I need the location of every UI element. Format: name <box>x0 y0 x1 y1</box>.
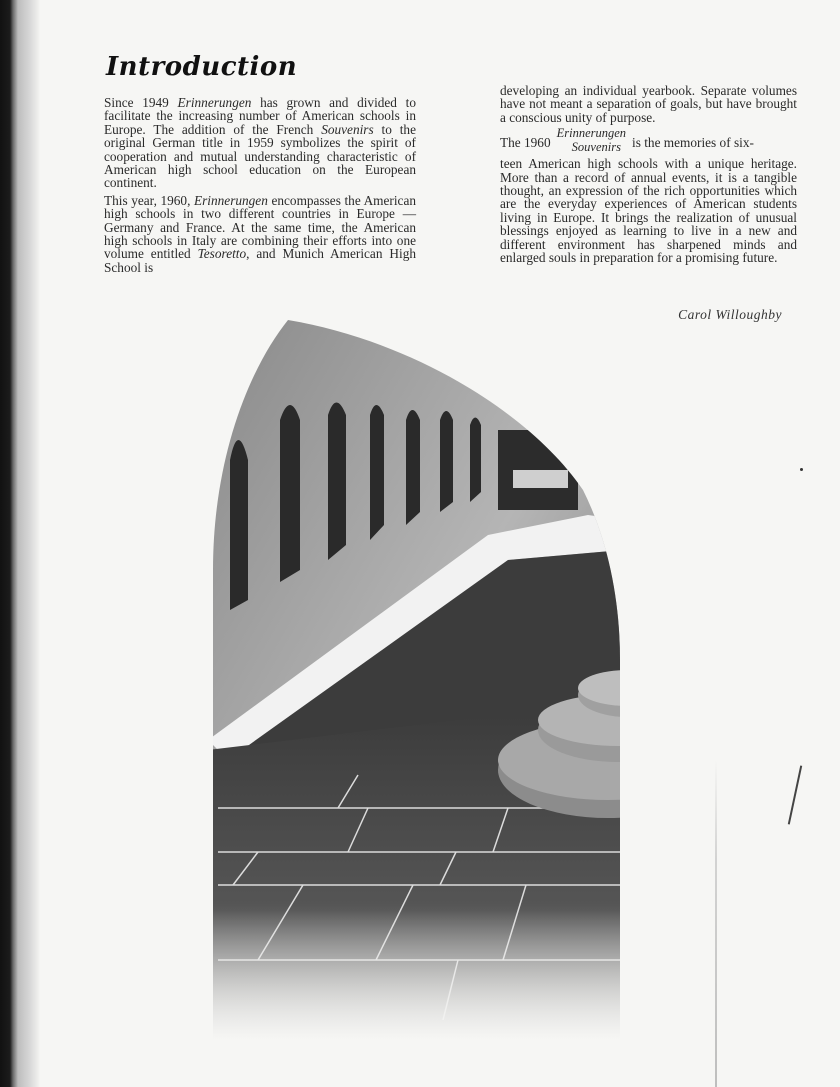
text-run: The 1960 <box>500 134 551 150</box>
text-run: , and Munich American High School is <box>104 246 416 275</box>
yearbook-title-tesoretto: Tesoretto <box>197 246 247 262</box>
pen-mark <box>788 765 802 824</box>
paragraph: developing an individual yearbook. Separate volumes have not meant a separation of goals, but have brought a conscious unity of purpose. <box>500 83 797 125</box>
yearbook-title-erinnerungen: Erinnerungen <box>194 192 268 208</box>
text-run: has grown and divided to facilitate the increasing number of American schools in Europe. The addition of the French <box>104 95 416 137</box>
gothic-arch-staircase-photo <box>208 320 623 1040</box>
yearbook-title-erinnerungen: Erinnerungen <box>177 95 252 110</box>
page-title: Introduction <box>106 52 298 82</box>
book-binding-edge <box>0 0 40 1087</box>
text-run: to the original German title in 1959 symbolizes the spirit of cooperation and mutual understanding characteristic of American high school education on the European continent. <box>104 121 416 191</box>
text-run: encompasses the American high schools in two different countries in Europe — Germany and France. At the same time, the American high schools in Italy are combining their efforts into one volume entitled <box>104 192 416 262</box>
stacked-title-line <box>500 128 797 156</box>
paragraph <box>104 194 416 274</box>
paragraph <box>104 96 416 190</box>
stacked-yearbook-title <box>557 126 626 154</box>
stacked-title-bottom: Souvenirs <box>571 140 621 155</box>
left-column <box>104 96 416 278</box>
yearbook-title-souvenirs: Souvenirs <box>321 121 374 137</box>
paragraph: teen American high schools with a unique heritage. More than a record of annual events, it is a tangible thought, an expression of the rich opportunities which are the everyday experiences of American students living in Europe. It brings the realization of unusual blessings enjoyed as learning to live in a new and different environment has sharpened minds and enlarged souls in preparation for a promising future. <box>500 156 797 266</box>
ink-speck <box>800 468 803 471</box>
text-run: Since 1949 <box>104 95 178 110</box>
stacked-title-top: Erinnerungen <box>556 126 627 141</box>
page-edge-shadow <box>715 760 717 1087</box>
author-signature: Carol Willoughby <box>678 307 782 322</box>
text-run: is the memories of six- <box>632 134 754 150</box>
photo-illustration <box>208 320 623 1040</box>
text-run: This year, 1960, <box>104 192 194 208</box>
right-column <box>500 84 797 268</box>
